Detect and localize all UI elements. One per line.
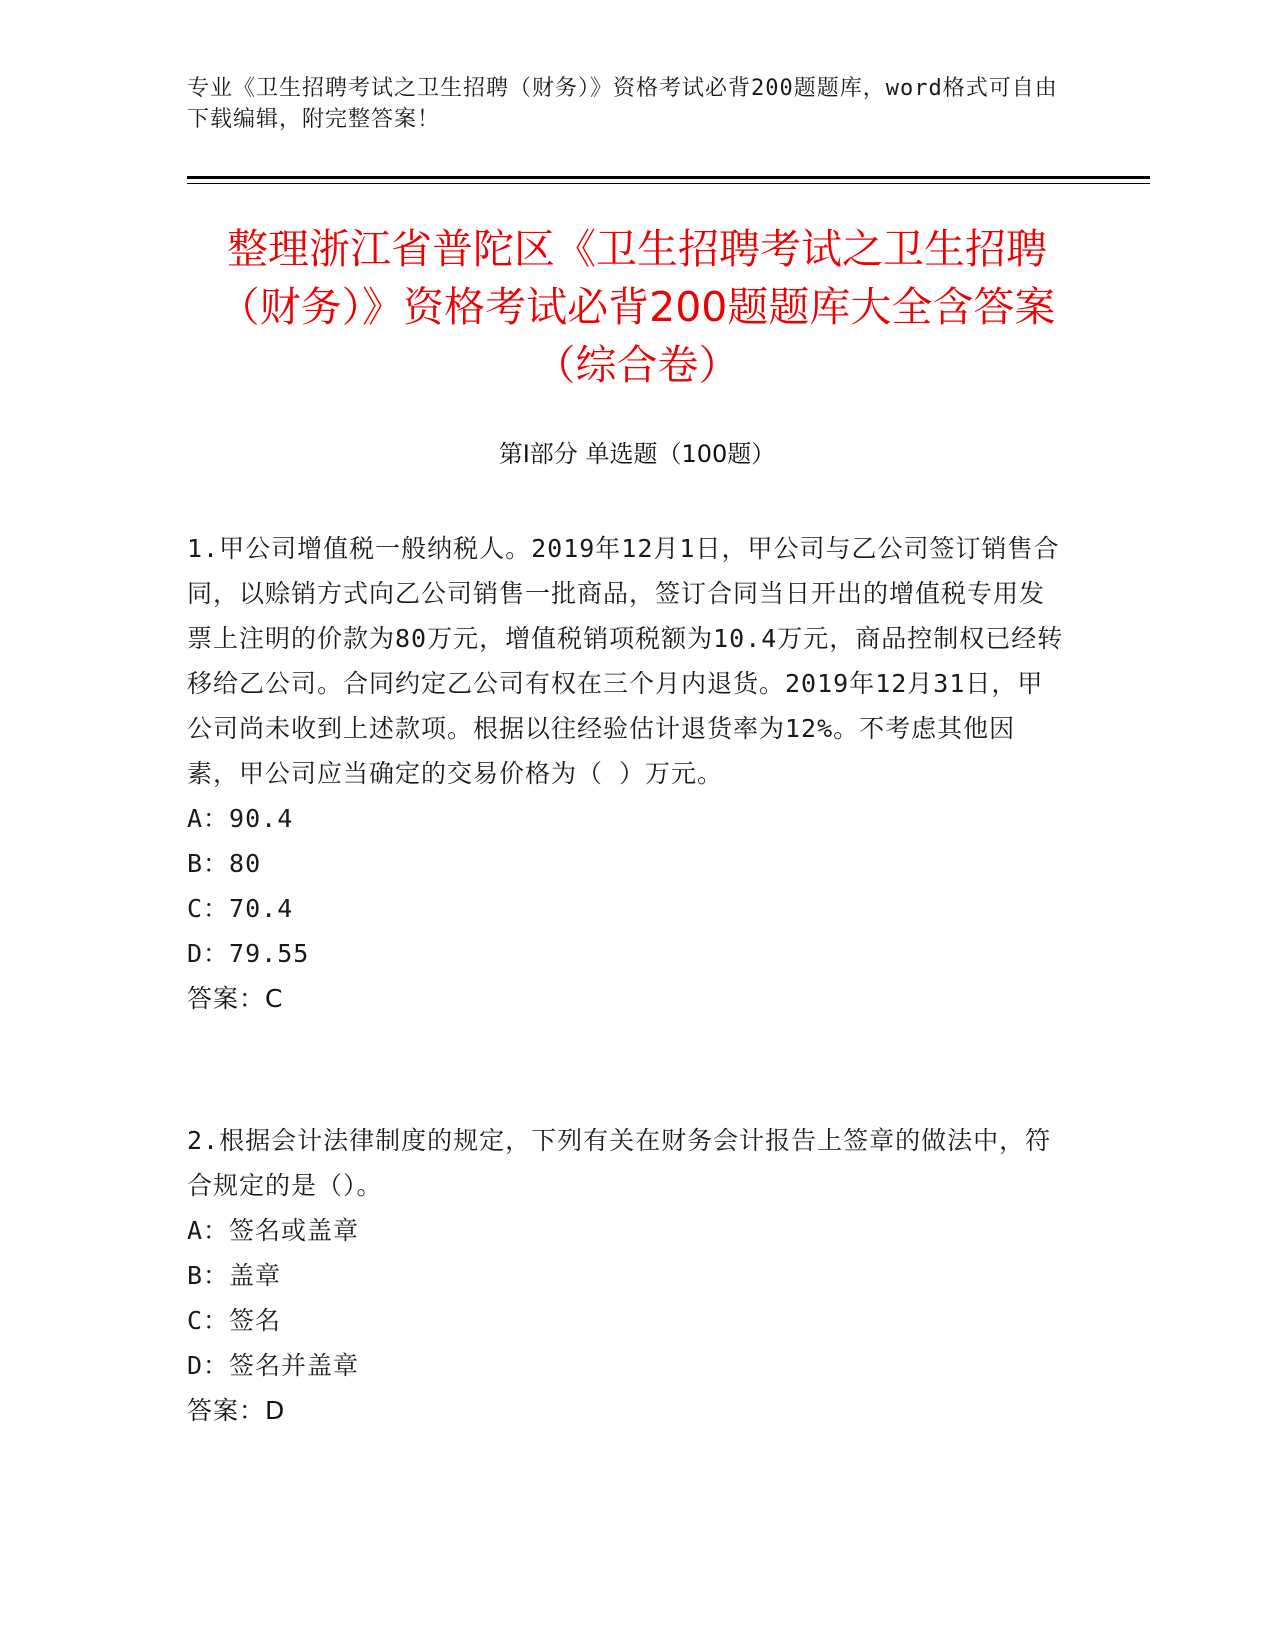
option-d: D：签名并盖章 bbox=[187, 1351, 360, 1380]
option-c: C：70.4 bbox=[187, 894, 294, 923]
option-a: A：签名或盖章 bbox=[187, 1216, 360, 1245]
header-rule-thin bbox=[187, 183, 1150, 184]
question-1 bbox=[187, 526, 1067, 1021]
header-note: 专业《卫生招聘考试之卫生招聘（财务）》资格考试必背200题题库，word格式可自由下载编辑，附完整答案！ bbox=[187, 76, 1058, 132]
question-text: 2.根据会计法律制度的规定，下列有关在财务会计报告上签章的做法中，符合规定的是（）。 bbox=[187, 1126, 1052, 1200]
option-b: B：盖章 bbox=[187, 1261, 282, 1290]
document-title: 整理浙江省普陀区《卫生招聘考试之卫生招聘（财务）》资格考试必背200题题库大全含答案（综合卷） bbox=[218, 225, 1056, 389]
section-title: 第I部分 单选题（100题） bbox=[498, 440, 776, 468]
answer: 答案：D bbox=[187, 1396, 286, 1425]
question-text: 1.甲公司增值税一般纳税人。2019年12月1日，甲公司与乙公司签订销售合同，以赊销方式向乙公司销售一批商品，签订合同当日开出的增值税专用发票上注明的价款为80万元，增值税销项税额为10.4万元，商品控制权已经转移给乙公司。合同约定乙公司有权在三个月内退货。2019年12月31日，甲公司尚未收到上述款项。根据以往经验估计退货率为12%。不考虑其他因素，甲公司应当确定的交易价格为（ ）万元。 bbox=[187, 534, 1064, 788]
option-a: A：90.4 bbox=[187, 804, 294, 833]
question-2 bbox=[187, 1118, 1067, 1433]
header-rule-thick bbox=[187, 176, 1150, 179]
option-c: C：签名 bbox=[187, 1306, 282, 1335]
option-d: D：79.55 bbox=[187, 939, 310, 968]
answer: 答案：C bbox=[187, 984, 284, 1013]
option-b: B：80 bbox=[187, 849, 262, 878]
